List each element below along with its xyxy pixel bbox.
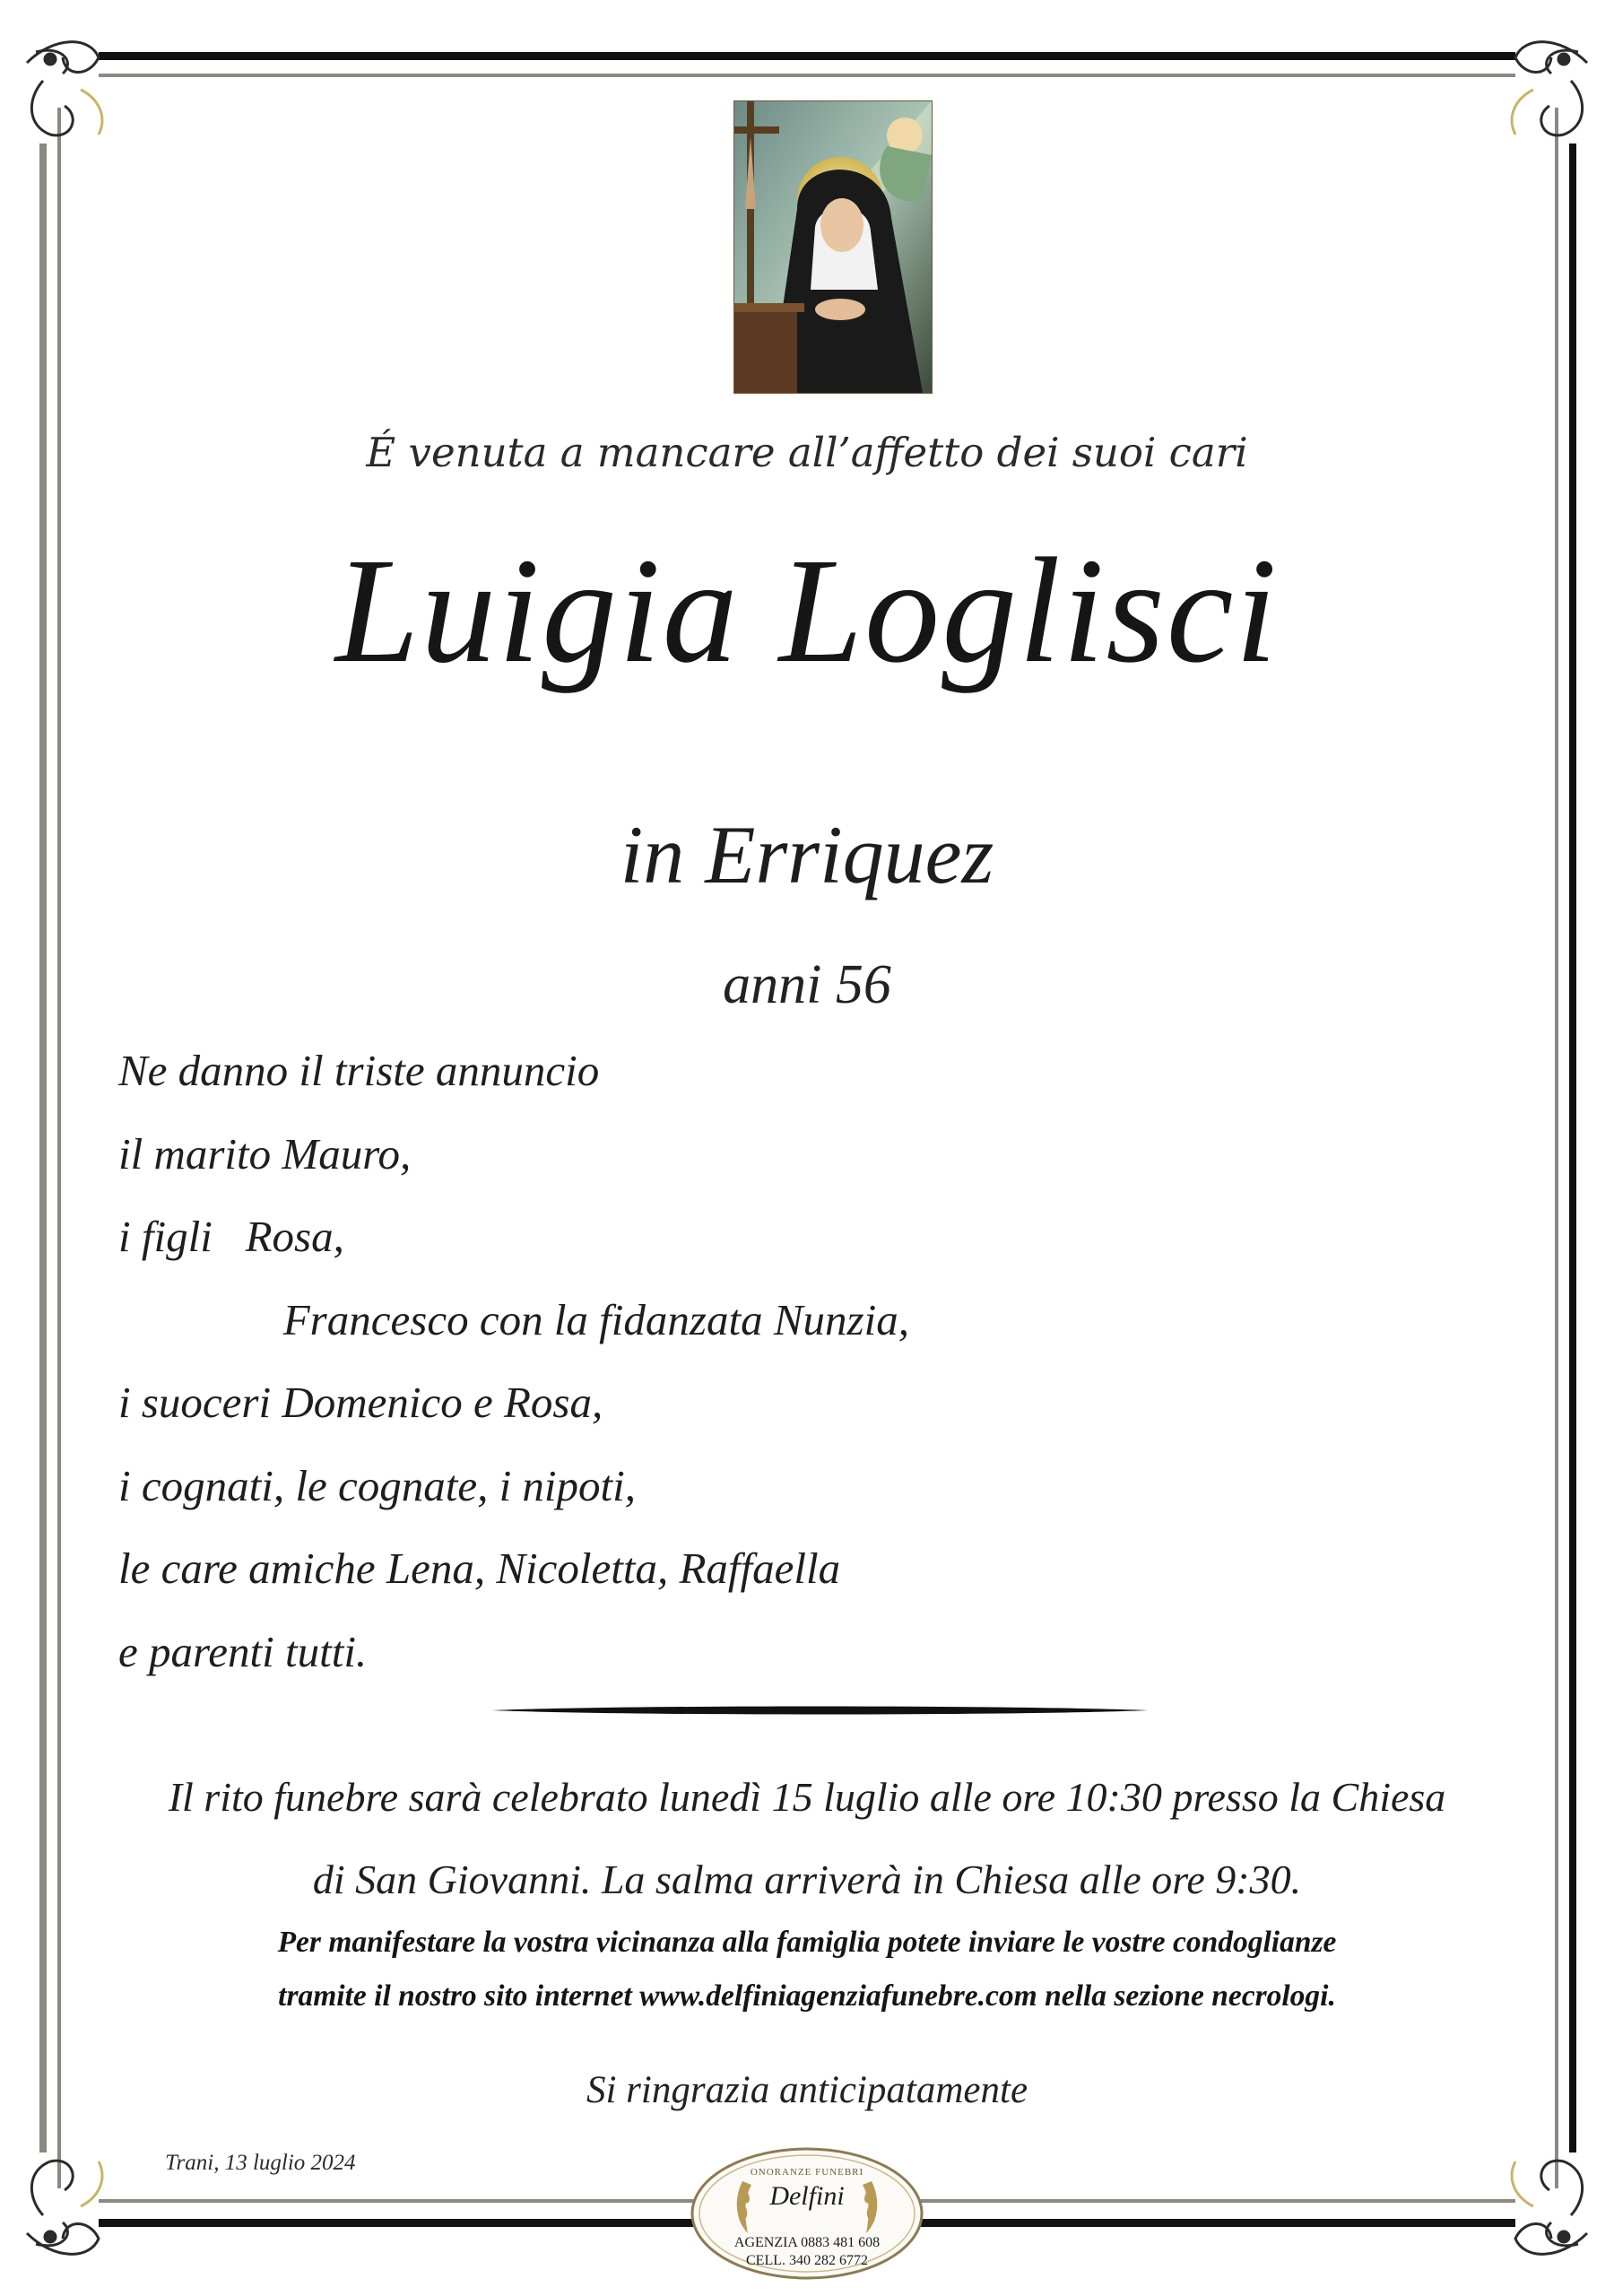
mourners-line: Ne danno il triste annuncio: [118, 1046, 600, 1095]
deceased-name: Luigia Loglisci: [334, 527, 1280, 694]
mourners-line: e parenti tutti.: [118, 1626, 368, 1676]
corner-flourish-bottom-left-icon: [27, 2161, 102, 2254]
agency-tagline: ONORANZE FUNEBRI: [750, 2167, 864, 2178]
deceased-age: anni 56: [723, 954, 891, 1015]
funeral-details: [0, 1756, 1614, 1921]
agency-phone: AGENZIA 0883 481 608: [733, 2235, 881, 2250]
married-name: in Erriquez: [620, 809, 994, 900]
mourners-line: le care amiche Lena, Nicoletta, Raffaella: [118, 1544, 841, 1593]
mourners-line: i cognati, le cognate, i nipoti,: [118, 1460, 637, 1510]
corner-flourish-top-right-icon: [1512, 42, 1587, 135]
corner-flourish-bottom-right-icon: [1512, 2161, 1587, 2254]
intro-line: É venuta a mancare all’affetto dei suoi cari: [366, 429, 1248, 476]
place-date: Trani, 13 luglio 2024: [165, 2151, 356, 2175]
thanks-line: Si ringrazia anticipatamente: [586, 2069, 1028, 2111]
mourners-line: i figli Rosa,: [118, 1212, 344, 1261]
mourners-line: il marito Mauro,: [118, 1128, 412, 1178]
condolences-note: [0, 1916, 1614, 2023]
agency-cell-phone: CELL. 340 282 6772: [746, 2253, 868, 2268]
mourners-list: [118, 1030, 1284, 1693]
section-divider: [491, 1705, 1148, 1716]
funeral-line: Il rito funebre sarà celebrato lunedì 15 luglio alle ore 10:30 presso la Chiesa: [168, 1774, 1446, 1820]
corner-flourish-top-left-icon: [27, 42, 102, 135]
funeral-line: di San Giovanni. La salma arriverà in Chiesa alle ore 9:30.: [312, 1857, 1302, 1902]
mourners-line: i suoceri Domenico e Rosa,: [118, 1378, 603, 1427]
agency-brand: Delfini: [769, 2181, 845, 2211]
condolences-line: Per manifestare la vostra vicinanza alla famiglia potete inviare le vostre condoglianze: [277, 1926, 1337, 1959]
agency-logo: [689, 2145, 925, 2282]
mourners-line: Francesco con la fidanzata Nunzia,: [118, 1294, 909, 1344]
saint-portrait-image: [733, 100, 933, 394]
condolences-line: tramite il nostro sito internet www.delfiniagenziafunebre.com nella sezione necrologi.: [278, 1979, 1336, 2013]
